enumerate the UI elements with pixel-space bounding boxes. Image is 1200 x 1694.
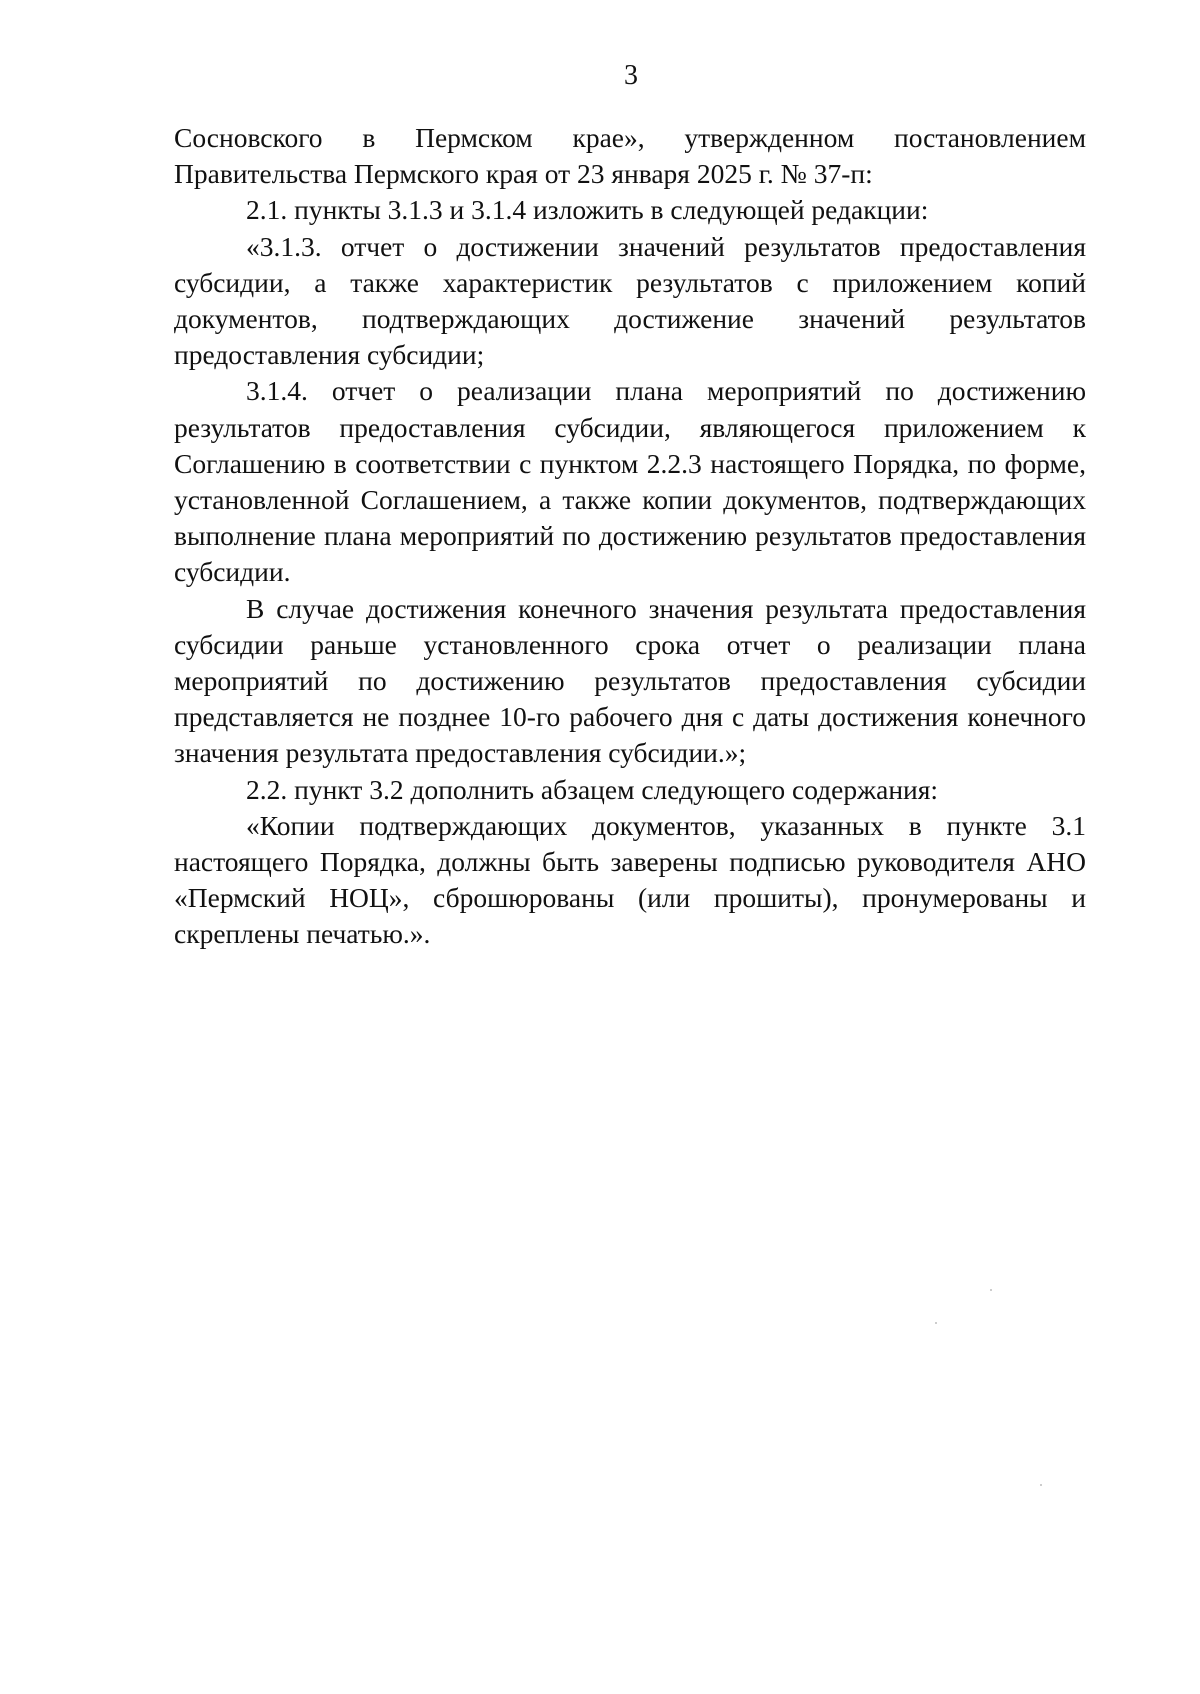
scan-speck (935, 1322, 937, 1324)
paragraph-item-3-1-3: «3.1.3. отчет о достижении значений результатов предоставления субсидии, а также характеристик результатов с приложением копий документов, подтверждающих достижение значений результатов предоставления субсидии; (174, 230, 1086, 371)
page-number: 3 (624, 60, 638, 91)
paragraph-item-2-2: 2.2. пункт 3.2 дополнить абзацем следующего содержания: (246, 773, 939, 805)
document-body (174, 120, 1086, 953)
paragraph-continuation: Сосновского в Пермском крае», утвержденном постановлением Правительства Пермского края от 23 января 2025 г. № 37-п: (174, 122, 1086, 190)
scan-speck (1040, 1484, 1042, 1486)
paragraph-early-achievement: В случае достижения конечного значения результата предоставления субсидии раньше установленного срока отчет о реализации плана мероприятий по достижению результатов предоставления субсидии представляется не позднее 10-го рабочего дня с даты достижения конечного значения результата предоставления субсидии.»; (174, 592, 1086, 769)
paragraph-item-2-1: 2.1. пункты 3.1.3 и 3.1.4 изложить в следующей редакции: (246, 194, 929, 226)
scan-speck (990, 1289, 992, 1291)
paragraph-copies-requirements: «Копии подтверждающих документов, указанных в пункте 3.1 настоящего Порядка, должны быть заверены подписью руководителя АНО «Пермский НОЦ», сброшюрованы (или прошиты), пронумерованы и скреплены печатью.». (174, 809, 1086, 950)
paragraph-item-3-1-4: 3.1.4. отчет о реализации плана мероприятий по достижению результатов предоставления субсидии, являющегося приложением к Соглашению в соответствии с пунктом 2.2.3 настоящего Порядка, по форме, установленной Соглашением, а также копии документов, подтверждающих выполнение плана мероприятий по достижению результатов предоставления субсидии. (174, 375, 1086, 588)
